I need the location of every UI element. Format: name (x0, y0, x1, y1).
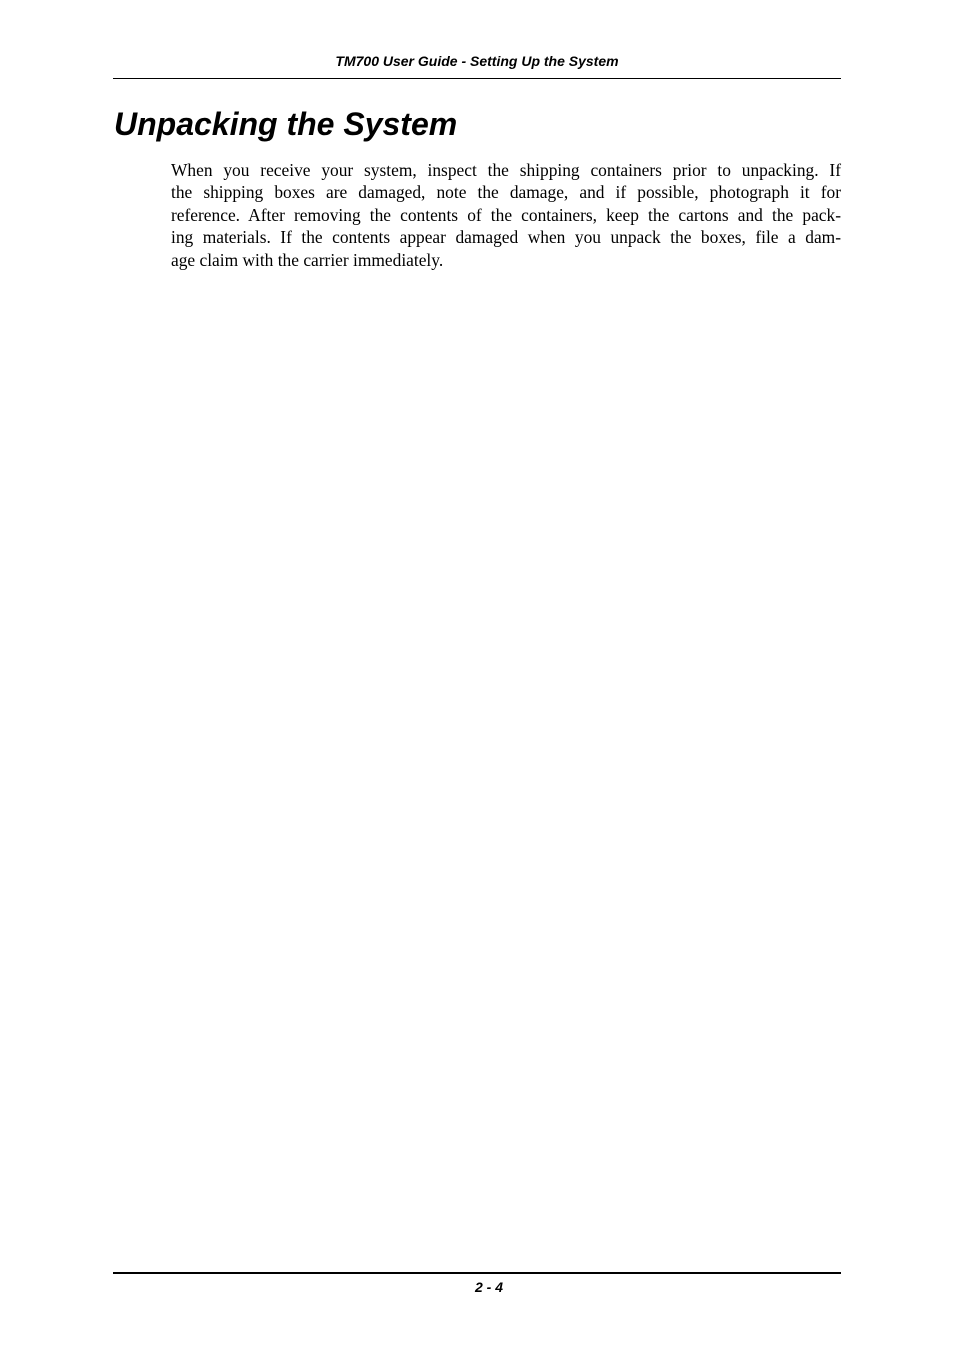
footer-rule (113, 1272, 841, 1274)
paragraph-line: ing materials. If the contents appear damaged when you unpack the boxes, file a dam- (171, 227, 841, 248)
section-title: Unpacking the System (114, 106, 458, 142)
paragraph-line: When you receive your system, inspect the shipping containers prior to unpacking. If (171, 160, 841, 180)
page-number: 2 - 4 (474, 1279, 503, 1295)
running-header: TM700 User Guide - Setting Up the System (335, 53, 619, 69)
paragraph-line: reference. After removing the contents of the containers, keep the cartons and the pack- (171, 204, 841, 225)
body-paragraph (171, 159, 841, 271)
header-rule (113, 78, 841, 79)
paragraph-line: the shipping boxes are damaged, note the damage, and if possible, photograph it for (171, 182, 841, 203)
paragraph-line: age claim with the carrier immediately. (171, 249, 444, 270)
